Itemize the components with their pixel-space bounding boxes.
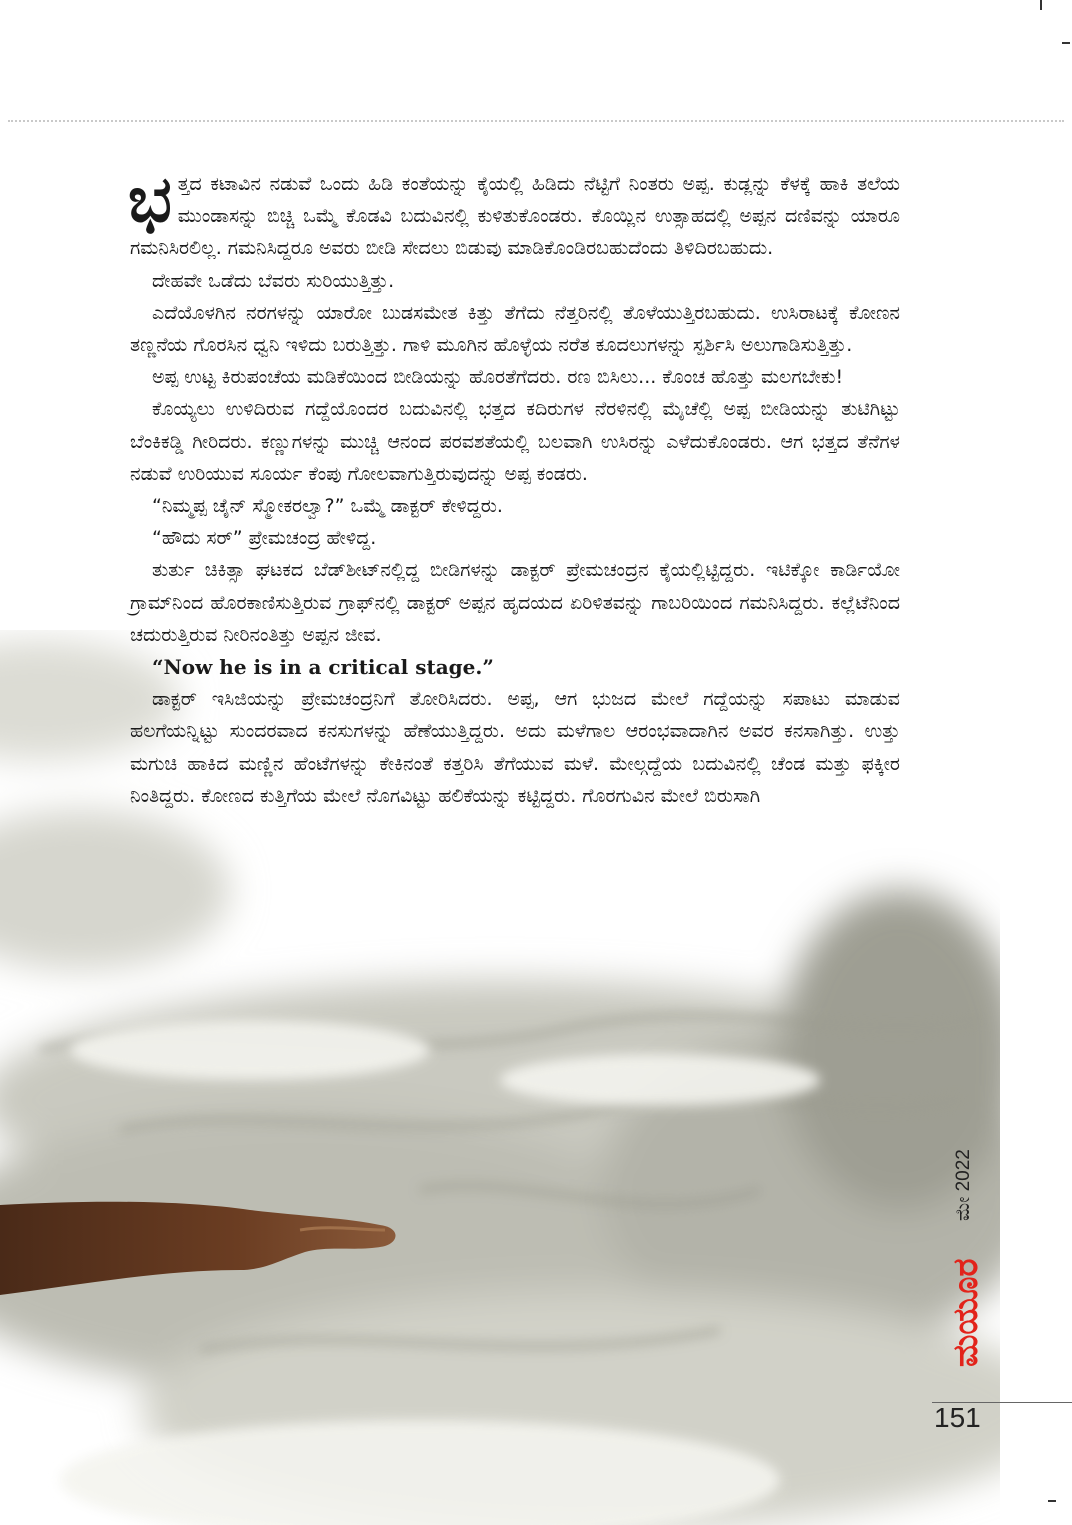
article-body xyxy=(128,163,900,812)
crop-mark-top xyxy=(1040,0,1042,10)
drop-cap: ಭ xyxy=(128,163,172,237)
article-paragraph-3: ಎದೆಯೊಳಗಿನ ನರಗಳನ್ನು ಯಾರೋ ಬುಡಸಮೇತ ಕಿತ್ತು ತೆಗೆದು ನೆತ್ತರಿನಲ್ಲಿ ತೊಳೆಯುತ್ತಿರಬಹುದು. ಉಸಿರಾಟಕ್ಕೆ ಕೋಣನ ತಣ್ಣನೆಯ ಗೊರಸಿನ ಧ್ವನಿ ಇಳಿದು ಬರುತ್ತಿತ್ತು. ಗಾಳಿ ಮೂಗಿನ ಹೊಳ್ಳೆಯ ನರೆತ ಕೂದಲುಗಳನ್ನು ಸ್ಪರ್ಶಿಸಿ ಅಲುಗಾಡಿಸುತ್ತಿತ್ತು. xyxy=(130,301,900,357)
article-paragraph-5: ಕೊಯ್ಯಲು ಉಳಿದಿರುವ ಗದ್ದೆಯೊಂದರ ಬದುವಿನಲ್ಲಿ ಭತ್ತದ ಕದಿರುಗಳ ನೆರಳಿನಲ್ಲಿ ಮೈಚೆಲ್ಲಿ ಅಪ್ಪ ಬೀಡಿಯನ್ನು ತುಟಿಗಿಟ್ಟು ಬೆಂಕಿಕಡ್ಡಿ ಗೀರಿದರು. ಕಣ್ಣುಗಳನ್ನು ಮುಚ್ಚಿ ಆನಂದ ಪರವಶತೆಯಲ್ಲಿ ಬಲವಾಗಿ ಉಸಿರನ್ನು ಎಳೆದುಕೊಂಡರು. ಆಗ ಭತ್ತದ ತೆನೆಗಳ ನಡುವೆ ಉರಿಯುವ ಸೂರ್ಯ ಕೆಂಪು ಗೋಲವಾಗುತ್ತಿರುವುದನ್ನು ಅಪ್ಪ ಕಂಡರು. xyxy=(130,398,900,485)
article-english-quote: “Now he is in a critical stage.” xyxy=(152,655,494,680)
magazine-logo: ಮಯೂರ xyxy=(946,1258,986,1368)
article-dialogue-2: “ಹೌದು ಸರ್” ಪ್ರೇಮಚಂದ್ರ ಹೇಳಿದ್ದ. xyxy=(152,527,377,550)
header-dotted-rule xyxy=(8,120,1064,122)
crop-mark-right-bottom xyxy=(1048,1500,1056,1502)
article-paragraph-10: ಡಾಕ್ಟರ್ ಇಸಿಜಿಯನ್ನು ಪ್ರೇಮಚಂದ್ರನಿಗೆ ತೋರಿಸಿದರು. ಅಪ್ಪ, ಆಗ ಭುಜದ ಮೇಲೆ ಗದ್ದೆಯನ್ನು ಸಪಾಟು ಮಾಡುವ ಹಲಗೆಯನ್ನಿಟ್ಟು ಸುಂದರವಾದ ಕನಸುಗಳನ್ನು ಹೆಣೆಯುತ್ತಿದ್ದರು. ಅದು ಮಳೆಗಾಲ ಆರಂಭವಾದಾಗಿನ ಅವರ ಕನಸಾಗಿತ್ತು. ಉತ್ತು ಮಗುಚಿ ಹಾಕಿದ ಮಣ್ಣಿನ ಹೆಂಟೆಗಳನ್ನು ಕೇಕಿನಂತೆ ಕತ್ತರಿಸಿ ತೆಗೆಯುವ ಮಳೆ. ಮೇಲ್ಗದ್ದೆಯ ಬದುವಿನಲ್ಲಿ ಚೆಂಡ ಮತ್ತು ಫಕ್ಕೀರ ನಿಂತಿದ್ದರು. ಕೋಣದ ಕುತ್ತಿಗೆಯ ಮೇಲೆ ನೊಗವಿಟ್ಟು ಹಲಿಕೆಯನ್ನು ಕಟ್ಟಿದ್ದರು. ಗೊರಗುವಿನ ಮೇಲೆ ಬಿರುಸಾಗಿ xyxy=(130,688,900,807)
issue-date: ಮೇ 2022 xyxy=(953,1149,974,1221)
page-number: 151 xyxy=(934,1402,981,1433)
article-dialogue-1: “ನಿಮ್ಮಪ್ಪ ಚೈನ್ ಸ್ಮೋಕರಲ್ವಾ?” ಒಮ್ಮೆ ಡಾಕ್ಟರ್ ಕೇಳಿದ್ದರು. xyxy=(152,495,503,518)
article-paragraph-8: ತುರ್ತು ಚಿಕಿತ್ಸಾ ಘಟಕದ ಬೆಡ್‌ಶೀಟ್‌ನಲ್ಲಿದ್ದ ಬೀಡಿಗಳನ್ನು ಡಾಕ್ಟರ್ ಪ್ರೇಮಚಂದ್ರನ ಕೈಯಲ್ಲಿಟ್ಟಿದ್ದರು. ಇಟಿಕ್ಕೋ ಕಾರ್ಡಿಯೋ ಗ್ರಾಮ್‌ನಿಂದ ಹೊರಕಾಣಿಸುತ್ತಿರುವ ಗ್ರಾಫ್‌ನಲ್ಲಿ ಡಾಕ್ಟರ್ ಅಪ್ಪನ ಹೃದಯದ ಏರಿಳಿತವನ್ನು ಗಾಬರಿಯಿಂದ ಗಮನಿಸಿದ್ದರು. ಕಲ್ಲೆಟೆನಿಂದ ಚದುರುತ್ತಿರುವ ನೀರಿನಂತಿತ್ತು ಅಪ್ಪನ ಜೀವ. xyxy=(130,559,900,646)
crop-mark-right-top xyxy=(1062,42,1070,44)
article-paragraph-2: ದೇಹವೇ ಒಡೆದು ಬೆವರು ಸುರಿಯುತ್ತಿತ್ತು. xyxy=(152,269,395,292)
article-paragraph-1: ಭತ್ತದ ಕಟಾವಿನ ನಡುವೆ ಒಂದು ಹಿಡಿ ಕಂತೆಯನ್ನು ಕೈಯಲ್ಲಿ ಹಿಡಿದು ನೆಟ್ಟಿಗೆ ನಿಂತರು ಅಪ್ಪ. ಕುಡ್ಲನ್ನು ಕೆಳಕ್ಕೆ ಹಾಕಿ ತಲೆಯ ಮುಂಡಾಸನ್ನು ಬಿಚ್ಚಿ ಒಮ್ಮೆ ಕೊಡವಿ ಬದುವಿನಲ್ಲಿ ಕುಳಿತುಕೊಂಡರು. ಕೊಯ್ಲಿನ ಉತ್ಸಾಹದಲ್ಲಿ ಅಪ್ಪನ ದಣಿವನ್ನು ಯಾರೂ ಗಮನಿಸಿರಲಿಲ್ಲ. ಗಮನಿಸಿದ್ದರೂ ಅವರು ಬೀಡಿ ಸೇದಲು ಬಿಡುವು ಮಾಡಿಕೊಂಡಿರಬಹುದೆಂದು ತಿಳಿದಿರಬಹುದು. xyxy=(128,163,900,260)
article-paragraph-4: ಅಪ್ಪ ಉಟ್ಟ ಕಿರುಪಂಚೆಯ ಮಡಿಕೆಯಿಂದ ಬೀಡಿಯನ್ನು ಹೊರತೆಗೆದರು. ರಣ ಬಿಸಿಲು... ಕೊಂಚ ಹೊತ್ತು ಮಲಗಬೇಕು! xyxy=(152,366,844,389)
magazine-sidebar xyxy=(944,1125,988,1385)
